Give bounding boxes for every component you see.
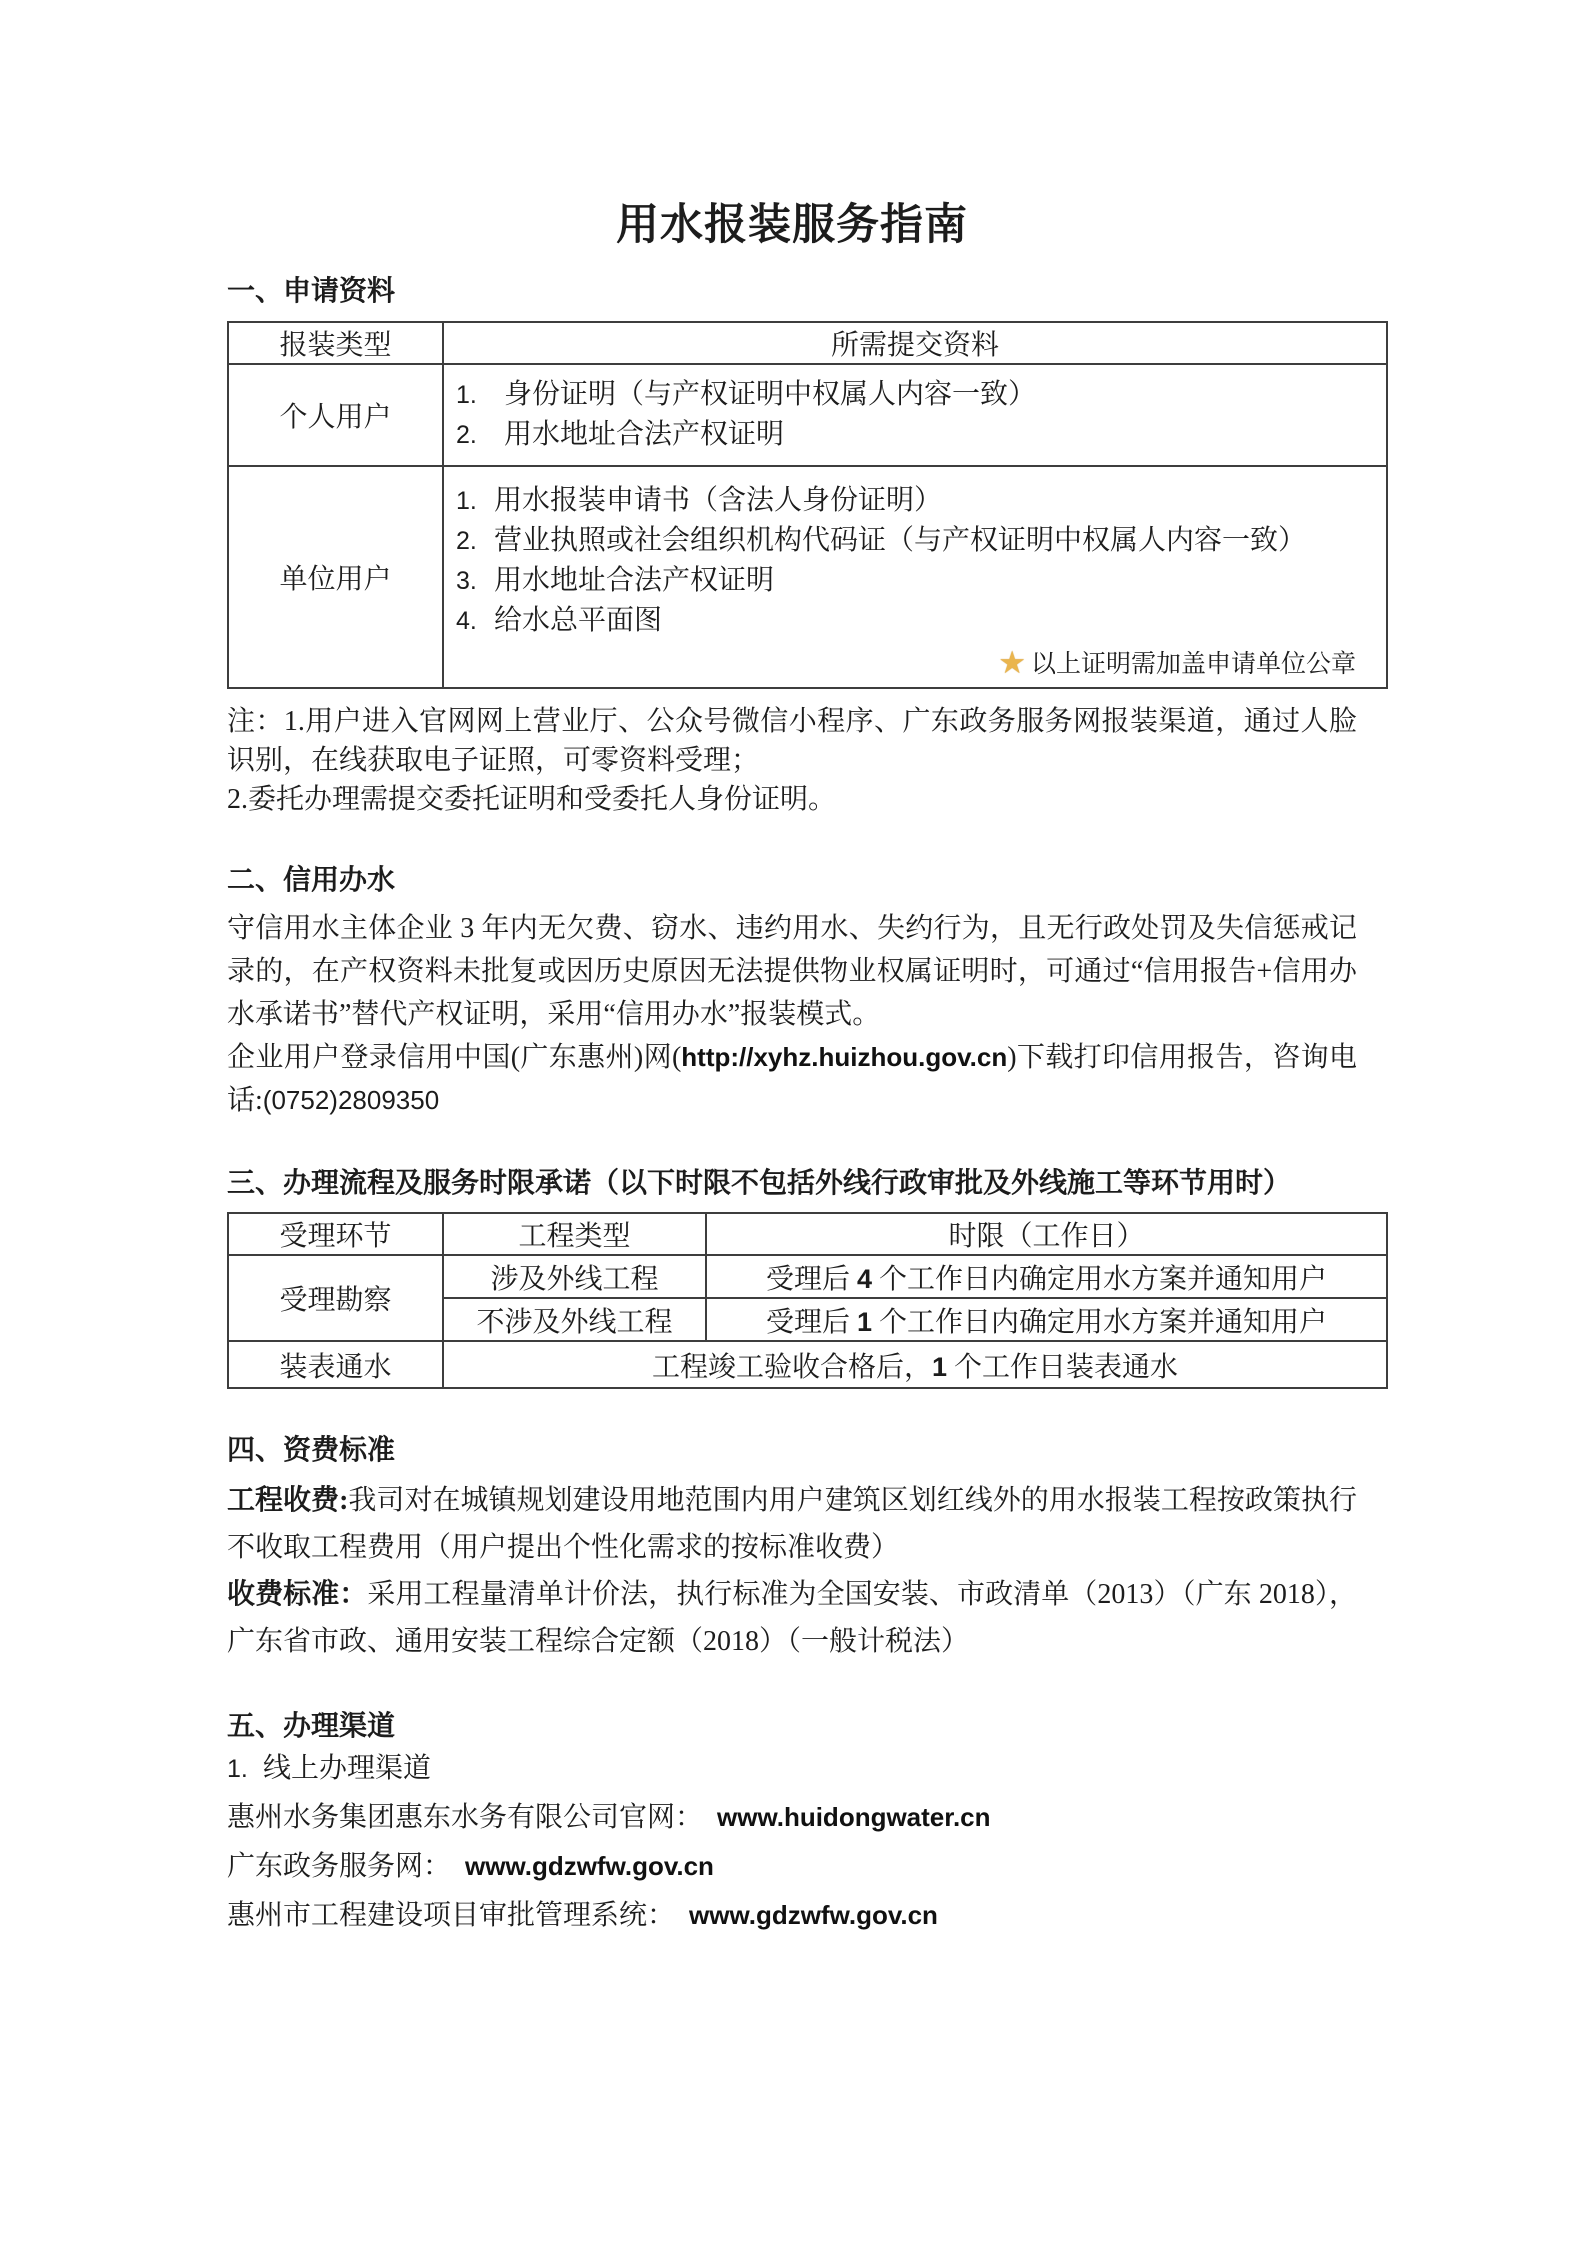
item-text: 身份证明（与产权证明中权属人内容一致） [504, 379, 1037, 410]
limit-days-number: 4 [856, 1263, 873, 1294]
section-3-heading: 三、办理流程及服务时限承诺（以下时限不包括外线行政审批及外线施工等环节用时） [227, 1168, 1292, 1199]
page-title: 用水报装服务指南 [616, 202, 968, 249]
item-number: 3. [456, 567, 477, 595]
project-fee-label: 工程收费: [227, 1485, 349, 1516]
list-item [456, 521, 1380, 561]
channel-gd-gov-site [227, 1842, 1357, 1891]
channel-url: www.gdzwfw.gov.cn [465, 1851, 714, 1881]
limit-days-number: 1 [931, 1351, 948, 1382]
col-header-project-type: 工程类型 [443, 1213, 706, 1255]
fee-standard-paragraph [227, 1571, 1357, 1665]
col-header-stage: 受理环节 [228, 1213, 443, 1255]
star-icon: ★ [998, 644, 1026, 680]
table-row-individual [228, 364, 1387, 466]
project-type-external: 涉及外线工程 [443, 1255, 706, 1298]
table-note-line-2: 2.委托办理需提交委托证明和受委托人身份证明。 [227, 784, 837, 815]
application-materials-table [227, 321, 1388, 689]
project-type-no-external: 不涉及外线工程 [443, 1298, 706, 1341]
consult-phone-number: (0752)2809350 [262, 1085, 440, 1115]
section-5-heading: 五、办理渠道 [227, 1711, 396, 1742]
channel-project-approval-system [227, 1891, 1357, 1940]
section-1-heading: 一、申请资料 [227, 276, 396, 307]
limit-text-post: 个工作日装表通水 [947, 1351, 1179, 1383]
channel-label: 惠州市工程建设项目审批管理系统： [227, 1900, 676, 1931]
table-row-organization [228, 466, 1387, 688]
item-number: 2. [456, 421, 477, 449]
limit-text-pre: 受理后 [765, 1263, 857, 1295]
stage-meter-install: 装表通水 [228, 1341, 443, 1388]
table-header-row [228, 1213, 1387, 1255]
time-limit-no-external [706, 1298, 1387, 1341]
document-content [227, 200, 1388, 1940]
channel-url: www.huidongwater.cn [717, 1802, 991, 1832]
table-row-external-line [228, 1255, 1387, 1298]
limit-text-post: 个工作日内确定用水方案并通知用户 [872, 1263, 1328, 1295]
credit-report-text-post: )下载打印信用报告，咨询电话: [227, 1042, 1357, 1116]
list-item [456, 375, 1380, 415]
limit-days-number: 1 [856, 1306, 873, 1337]
item-text: 给水总平面图 [494, 605, 663, 636]
online-channel-subheading [227, 1745, 1357, 1793]
table-header-row [228, 322, 1387, 364]
meter-install-time-limit [443, 1341, 1387, 1388]
list-item [456, 601, 1380, 641]
credit-report-text-pre: 企业用户登录信用中国(广东惠州)网( [227, 1042, 682, 1073]
process-time-limit-table [227, 1212, 1388, 1389]
table-row-meter-install [228, 1341, 1387, 1388]
stamp-note-line [456, 643, 1380, 681]
item-number: 2. [456, 527, 477, 555]
section-4-heading: 四、资费标准 [227, 1435, 396, 1466]
time-limit-external [706, 1255, 1387, 1298]
item-text: 用水地址合法产权证明 [494, 565, 775, 596]
user-type-individual: 个人用户 [228, 364, 443, 466]
limit-text-pre: 受理后 [765, 1306, 857, 1338]
user-type-organization: 单位用户 [228, 466, 443, 688]
section-2-heading: 二、信用办水 [227, 865, 396, 896]
fee-standard-text: 采用工程量清单计价法，执行标准为全国安装、市政清单（2013）（广东 2018），广东省市政、通用安装工程综合定额（2018）（一般计税法） [227, 1579, 1357, 1657]
fee-standard-label: 收费标准： [227, 1579, 368, 1610]
list-item [456, 481, 1380, 521]
materials-organization [443, 466, 1387, 688]
credit-report-paragraph [227, 1036, 1357, 1122]
item-text: 用水地址合法产权证明 [504, 419, 785, 450]
channel-label: 广东政务服务网： [227, 1851, 452, 1882]
list-item [456, 415, 1380, 455]
stamp-note-text: 以上证明需加盖申请单位公章 [1030, 651, 1356, 678]
col-header-time-limit: 时限（工作日） [706, 1213, 1387, 1255]
subitem-text: 线上办理渠道 [263, 1753, 432, 1784]
materials-individual [443, 364, 1387, 466]
project-fee-paragraph [227, 1477, 1357, 1571]
table-note-line-1: 注：1.用户进入官网网上营业厅、公众号微信小程序、广东政务服务网报装渠道，通过人脸识别，在线获取电子证照，可零资料受理； [227, 706, 1357, 776]
item-number: 1. [456, 487, 477, 515]
item-text: 营业执照或社会组织机构代码证（与产权证明中权属人内容一致） [494, 525, 1307, 556]
channel-label: 惠州水务集团惠东水务有限公司官网： [227, 1802, 704, 1833]
channel-url: www.gdzwfw.gov.cn [689, 1900, 938, 1930]
item-text: 用水报装申请书（含法人身份证明） [494, 485, 943, 516]
col-header-materials: 所需提交资料 [443, 322, 1387, 364]
subitem-number: 1. [227, 1755, 248, 1783]
col-header-type: 报装类型 [228, 322, 443, 364]
credit-site-url: http://xyhz.huizhou.gov.cn [681, 1042, 1008, 1072]
credit-water-paragraph: 守信用水主体企业 3 年内无欠费、窃水、违约用水、失约行为，且无行政处罚及失信惩戒记录的，在产权资料未批复或因历史原因无法提供物业权属证明时，可通过“信用报告+信用办水承诺书”替代产权证明，采用“信用办水”报装模式。 [227, 913, 1357, 1030]
channel-company-site [227, 1793, 1357, 1842]
item-number: 1. [456, 381, 477, 409]
item-number: 4. [456, 607, 477, 635]
project-fee-text: 我司对在城镇规划建设用地范围内用户建筑区划红线外的用水报装工程按政策执行不收取工程费用（用户提出个性化需求的按标准收费） [227, 1485, 1357, 1563]
limit-text-post: 个工作日内确定用水方案并通知用户 [872, 1306, 1328, 1338]
limit-text-pre: 工程竣工验收合格后， [651, 1351, 932, 1383]
stage-survey: 受理勘察 [228, 1255, 443, 1341]
list-item [456, 561, 1380, 601]
